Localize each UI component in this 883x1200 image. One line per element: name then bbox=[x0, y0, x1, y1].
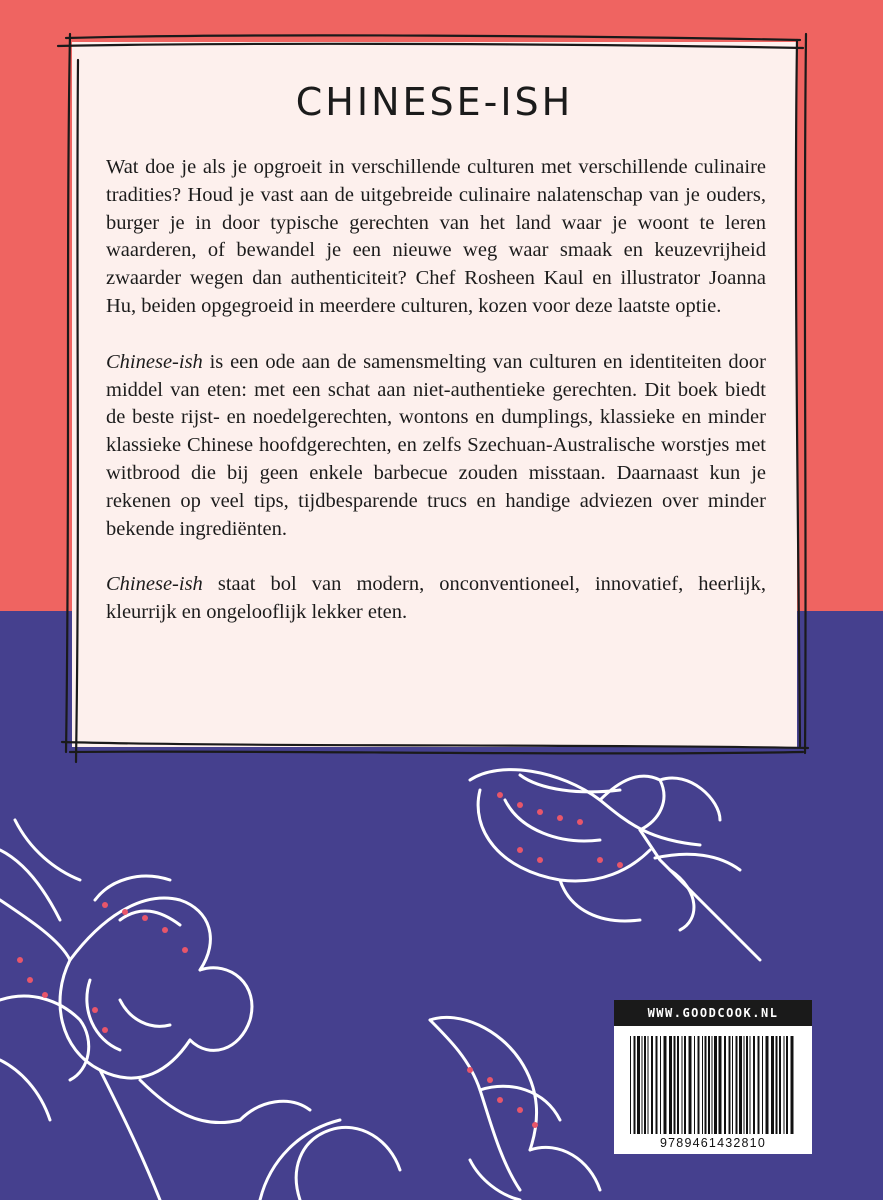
book-title-italic: Chinese-ish bbox=[106, 573, 203, 596]
website-url: WWW.GOODCOOK.NL bbox=[614, 1000, 812, 1026]
isbn-number: 9789461432810 bbox=[660, 1136, 766, 1150]
page-title: CHINESE-ISH bbox=[295, 80, 574, 124]
book-title-italic: Chinese-ish bbox=[106, 350, 203, 373]
description-text bbox=[106, 154, 766, 655]
paragraph-summary: Chinese-ish staat bol van modern, onconventioneel, innovatief, heerlijk, kleurrijk en ongelooflijk lekker eten. bbox=[106, 573, 766, 624]
paragraph-intro: Wat doe je als je opgroeit in verschillende culturen met verschillende culinaire tradities? Houd je vast aan de uitgebreide culinaire nalatenschap van je ouders, burger je in door typische gerechten van het land waar je woont te leren waarderen, of bewandel je een nieuwe weg waar smaak en keuzevrijheid zwaarder wegen dan authenticiteit? Chef Rosheen Kaul en illustrator Joanna Hu, beiden opgegroeid in meerdere culturen, kozen voor deze laatste optie. bbox=[106, 156, 766, 317]
barcode-icon bbox=[628, 1036, 798, 1134]
barcode-card bbox=[614, 1026, 812, 1154]
barcode-block bbox=[614, 1000, 812, 1156]
paragraph-about: Chinese-ish is een ode aan de samensmelting van culturen en identiteiten door middel van eten: met een schat aan niet-authentieke gerechten. Dit boek biedt de beste rijst- en noedelgerechten, wontons en dumplings, klassieke en minder klassieke Chinese hoofdgerechten, en zelfs Szechuan-Australische worstjes met witbrood die bij geen enkele barbecue zouden misstaan. Daarnaast kun je rekenen op veel tips, tijdbesparende trucs en handige adviezen over minder bekende ingrediënten. bbox=[106, 350, 766, 540]
